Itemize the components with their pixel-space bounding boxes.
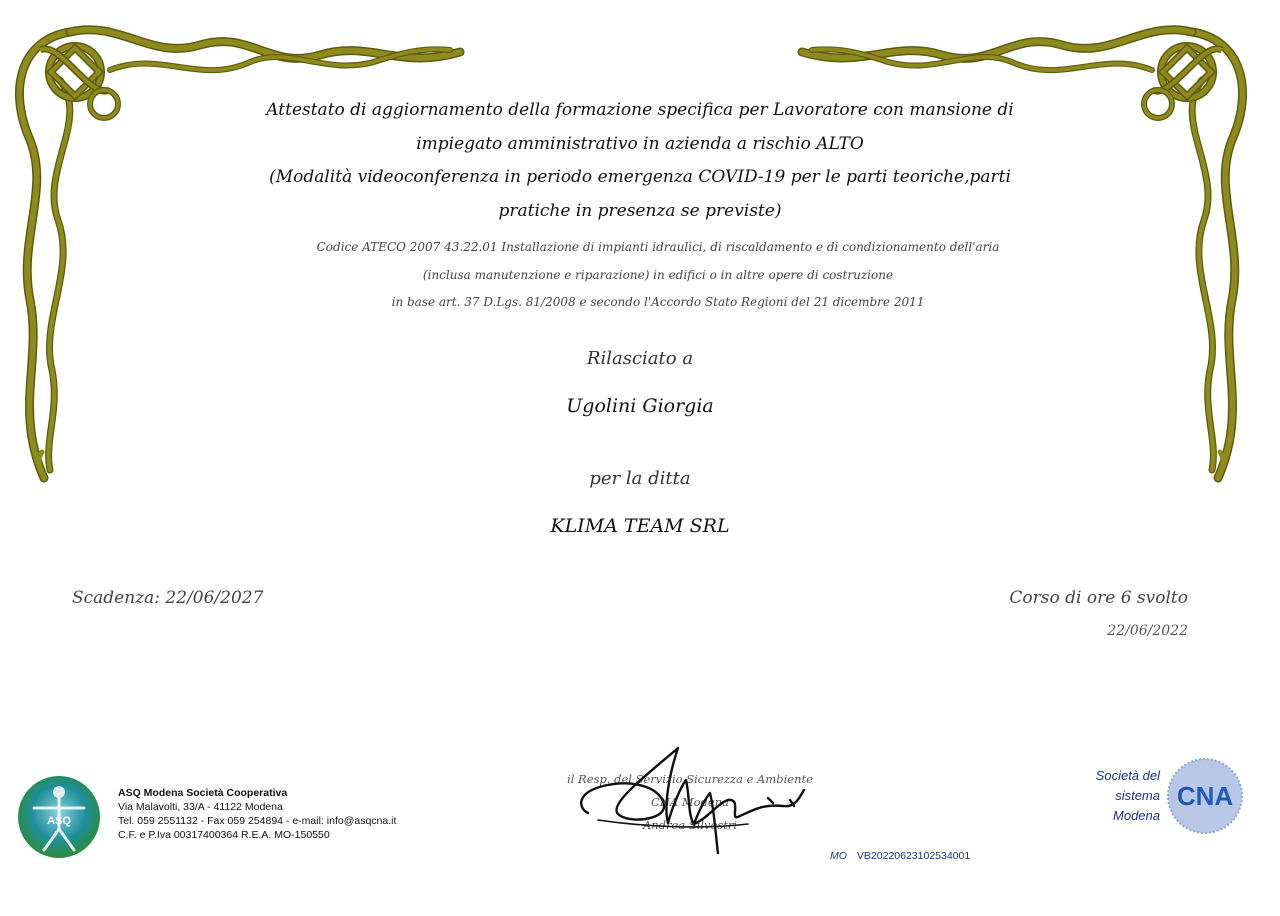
code-prefix: MO	[830, 850, 847, 862]
cna-logo	[1166, 757, 1244, 835]
title-line: (Modalità videoconferenza in periodo emergenza COVID-19 per le parti teoriche,parti	[269, 167, 1011, 187]
issuer-name: ASQ Modena Società Cooperativa	[118, 787, 288, 799]
title-line: impiegato amministrativo in azienda a rischio ALTO	[416, 133, 864, 154]
title-line: Attestato di aggiornamento della formazione specifica per Lavoratore con mansione di	[266, 100, 1014, 120]
signer-name: Andrea Silvestri	[642, 818, 738, 832]
issuer-fiscal: C.F. e P.Iva 00317400364 R.E.A. MO-150550	[118, 829, 330, 841]
course-hours: Corso di ore 6 svolto	[1009, 588, 1188, 608]
ateco-line: (inclusa manutenzione e riparazione) in edifici o in altre opere di costruzione	[422, 267, 894, 282]
handwritten-signature	[568, 728, 818, 863]
ateco-line: in base art. 37 D.Lgs. 81/2008 e secondo l'Accordo Stato Regioni del 21 dicembre 2011	[391, 295, 925, 309]
company-label: per la ditta	[589, 468, 691, 489]
certificate-code	[830, 850, 970, 862]
recipient-name: Ugolini Giorgia	[566, 395, 714, 417]
signer-org: CNA Modena	[651, 795, 729, 809]
issued-to-label: Rilasciato a	[586, 348, 694, 369]
expiry-date: Scadenza: 22/06/2027	[72, 588, 264, 608]
company-name: KLIMA TEAM SRL	[550, 515, 730, 537]
ateco-line: Codice ATECO 2007 43.22.01 Installazione di impianti idraulici, di riscaldamento e di condizionamento dell'aria	[316, 240, 1000, 254]
asq-logo	[16, 774, 102, 860]
ateco-description	[200, 234, 1116, 317]
cna-logo-text: CNA	[1176, 781, 1234, 811]
code-value: VB20220623102534001	[856, 850, 971, 862]
cna-label-line: Modena	[1113, 808, 1160, 823]
issuer-details	[118, 786, 396, 842]
signer-role: il Resp. del Servizio Sicurezza e Ambiente	[567, 772, 813, 786]
title-line: pratiche in presenza se previste)	[498, 200, 782, 221]
asq-logo-text: ASQ	[47, 815, 71, 827]
cna-network-label	[1070, 766, 1160, 826]
issuer-contacts: Tel. 059 2551132 - Fax 059 254894 - e-mail: info@asqcna.it	[118, 815, 397, 827]
certificate-title	[240, 94, 1040, 228]
course-date: 22/06/2022	[1107, 623, 1188, 639]
cna-label-line: sistema	[1115, 788, 1160, 803]
cna-label-line: Società del	[1095, 768, 1160, 783]
issuer-address: Via Malavolti, 33/A - 41122 Modena	[118, 801, 283, 813]
